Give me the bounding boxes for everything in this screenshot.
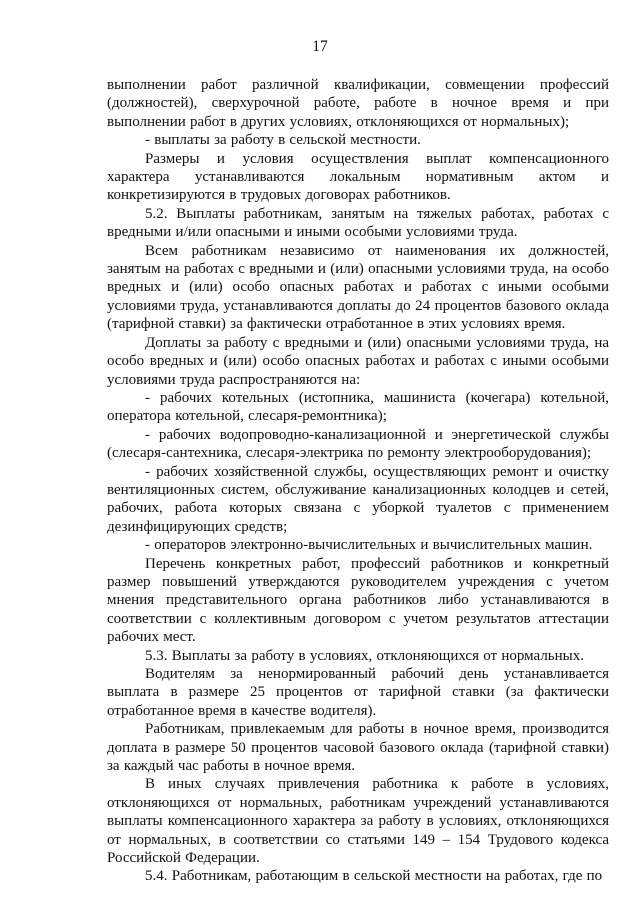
paragraph: Перечень конкретных работ, профессий работников и конкретный размер повышений утверждаются руководителем учреждения с учетом мнения представительного органа работников либо устанавливаются в соответствии с коллективным договором с учетом результатов аттестации рабочих мест. — [107, 555, 609, 646]
paragraph: выполнении работ различной квалификации, совмещении профессий (должностей), сверхурочной работе, работе в ночное время и при выполнении работ в других условиях, отклоняющихся от нормальных); — [107, 77, 609, 130]
page-number: 17 — [312, 38, 328, 55]
paragraph: 5.2. Выплаты работникам, занятым на тяжелых работах, работах с вредными и/или опасными и иными особыми условиями труда. — [107, 205, 609, 241]
paragraph: Водителям за ненормированный рабочий день устанавливается выплата в размере 25 процентов от тарифной ставки (за фактически отработанное время в качестве водителя). — [107, 666, 609, 719]
paragraph: - рабочих водопроводно-канализационной и энергетической службы (слесаря-сантехника, слесаря-электрика по ремонту электрооборудования); — [107, 426, 609, 462]
paragraph: 5.3. Выплаты за работу в условиях, отклоняющихся от нормальных. — [145, 647, 584, 664]
paragraph: Работникам, привлекаемым для работы в ночное время, производится доплата в размере 50 процентов часовой базового оклада (тарифной ставки) за каждый час работы в ночное время. — [107, 721, 609, 775]
paragraph: - операторов электронно-вычислительных и вычислительных машин. — [145, 537, 593, 554]
paragraph: - рабочих котельных (истопника, машиниста (кочегара) котельной, оператора котельной, слесаря-ремонтника); — [107, 389, 609, 425]
document-body — [107, 76, 609, 886]
paragraph: - рабочих хозяйственной службы, осуществляющих ремонт и очистку вентиляционных систем, обслуживание канализационных колодцев и сетей, рабочих, работа которых связана с уборкой туалетов с применением дезинфицирующих средств; — [107, 463, 609, 535]
paragraph: Доплаты за работу с вредными и (или) опасными условиями труда, на особо вредных и (или) особо опасных работах и работах с иными особыми условиями труда распространяются на: — [107, 334, 609, 388]
paragraph: Размеры и условия осуществления выплат компенсационного характера устанавливаются локальным нормативным актом и конкретизируются в трудовых договорах работников. — [107, 150, 609, 204]
paragraph: 5.4. Работникам, работающим в сельской местности на работах, где по — [145, 868, 603, 885]
paragraph: - выплаты за работу в сельской местности. — [145, 132, 421, 149]
paragraph: Всем работникам независимо от наименования их должностей, занятым на работах с вредными и (или) опасными условиями труда, на особо вредных и (или) особо опасных работах и работах с иными особыми условиями труда, устанавливаются доплаты до 24 процентов базового оклада (тарифной ставки) за фактически отработанное в этих условиях время. — [107, 242, 609, 333]
paragraph: В иных случаях привлечения работника к работе в условиях, отклоняющихся от нормальных, работникам учреждений устанавливаются выплаты компенсационного характера за работу в условиях, отклоняющихся от нормальных, в соответствии со статьями 149 – 154 Трудового кодекса Российской Федерации. — [107, 776, 609, 867]
